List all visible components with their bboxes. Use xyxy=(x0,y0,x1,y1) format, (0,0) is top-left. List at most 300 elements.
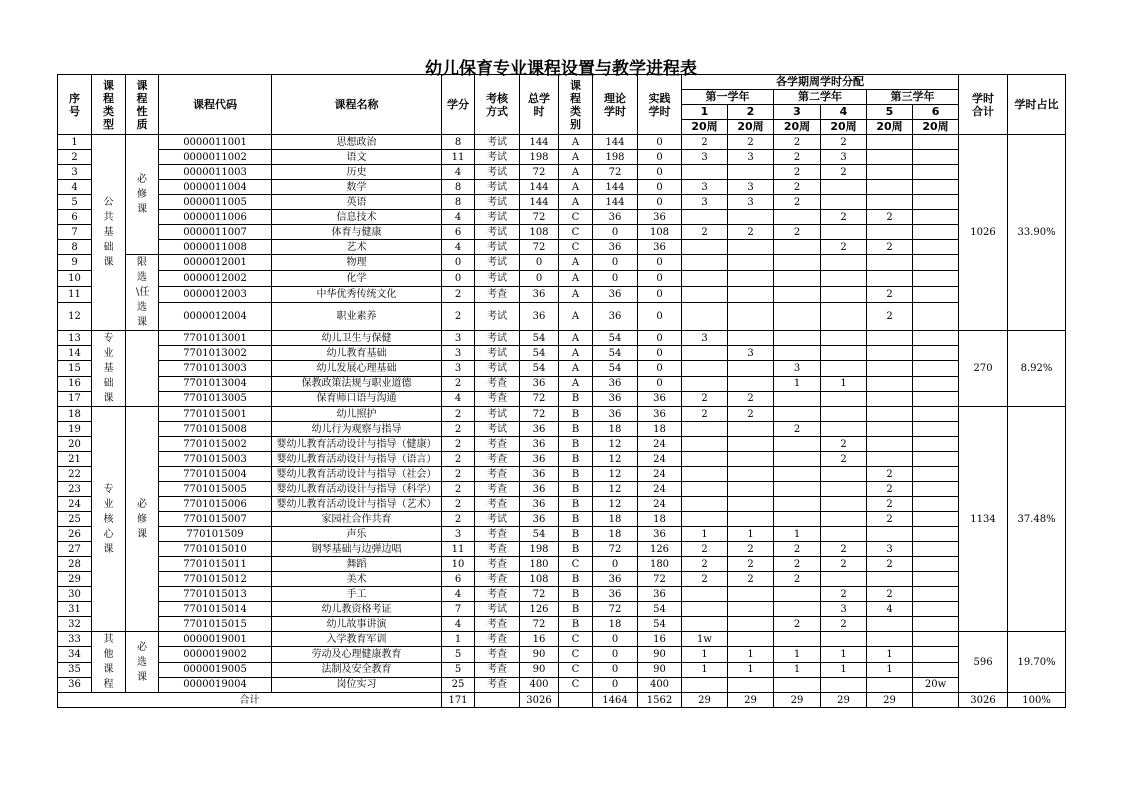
table-row xyxy=(58,497,1066,512)
cell-sem1 xyxy=(682,452,728,467)
cell-name: 婴幼儿教育活动设计与指导（艺术） xyxy=(272,497,442,512)
cell-name: 家园社合作共育 xyxy=(272,512,442,527)
cell-exam: 考试 xyxy=(475,135,520,150)
cell-sem1 xyxy=(682,677,728,692)
cell-exam: 考试 xyxy=(475,512,520,527)
table-row xyxy=(58,303,1066,331)
cell-theory: 36 xyxy=(593,407,638,422)
cell-name: 幼儿卫生与保健 xyxy=(272,331,442,346)
cell-practice: 0 xyxy=(638,271,682,287)
cell-code: 0000011006 xyxy=(159,210,272,225)
cell-practice: 0 xyxy=(638,150,682,165)
cell-sem3: 2 xyxy=(774,542,821,557)
cell-code: 7701013001 xyxy=(159,331,272,346)
cell-credit: 4 xyxy=(442,391,475,406)
cell-sem3: 2 xyxy=(774,180,821,195)
cell-sem2: 1 xyxy=(728,662,774,677)
table-row xyxy=(58,255,1066,271)
cell-exam: 考查 xyxy=(475,391,520,406)
cell-sem4: 2 xyxy=(821,452,867,467)
cell-sem6 xyxy=(913,376,959,391)
cell-sem2: 2 xyxy=(728,391,774,406)
cell-sem4 xyxy=(821,346,867,361)
cell-practice: 36 xyxy=(638,210,682,225)
cell-seq: 4 xyxy=(58,180,92,195)
cell-sem5: 2 xyxy=(867,287,913,303)
course-type-cell: 专业核心课 xyxy=(92,407,126,632)
cell-seq: 24 xyxy=(58,497,92,512)
cell-credit: 2 xyxy=(442,422,475,437)
cell-seq: 25 xyxy=(58,512,92,527)
table-row xyxy=(58,376,1066,391)
cell-sem4 xyxy=(821,677,867,692)
cell-exam: 考试 xyxy=(475,303,520,331)
cell-practice: 36 xyxy=(638,240,682,255)
cell-sem1 xyxy=(682,512,728,527)
cell-sem5 xyxy=(867,255,913,271)
cell-name: 化学 xyxy=(272,271,442,287)
cell-name: 保教政策法规与职业道德 xyxy=(272,376,442,391)
cell-theory: 12 xyxy=(593,467,638,482)
cell-exam: 考试 xyxy=(475,180,520,195)
cell-sem1: 3 xyxy=(682,180,728,195)
cell-theory: 12 xyxy=(593,497,638,512)
col-header-hours-total: 学时合计 xyxy=(959,75,1008,135)
cell-theory: 54 xyxy=(593,361,638,376)
group-ratio-cell: 37.48% xyxy=(1008,407,1066,632)
cell-sem6 xyxy=(913,331,959,346)
cell-seq: 14 xyxy=(58,346,92,361)
cell-code: 0000012001 xyxy=(159,255,272,271)
table-row xyxy=(58,527,1066,542)
cell-category: C xyxy=(559,632,593,647)
cell-sem5 xyxy=(867,617,913,632)
cell-sem6 xyxy=(913,255,959,271)
cell-practice: 72 xyxy=(638,572,682,587)
cell-sem2: 3 xyxy=(728,346,774,361)
cell-category: A xyxy=(559,255,593,271)
cell-sem3: 2 xyxy=(774,557,821,572)
cell-sem6 xyxy=(913,180,959,195)
table-row xyxy=(58,662,1066,677)
cell-theory: 144 xyxy=(593,195,638,210)
cell-sem1 xyxy=(682,303,728,331)
cell-theory: 54 xyxy=(593,346,638,361)
cell-name: 婴幼儿教育活动设计与指导（科学） xyxy=(272,482,442,497)
table-row xyxy=(58,240,1066,255)
cell-credit: 0 xyxy=(442,271,475,287)
cell-sem4: 3 xyxy=(821,150,867,165)
cell-sem5 xyxy=(867,632,913,647)
cell-credit: 11 xyxy=(442,542,475,557)
cell-sem3 xyxy=(774,677,821,692)
cell-sem4 xyxy=(821,180,867,195)
cell-credit: 2 xyxy=(442,287,475,303)
cell-sem2: 2 xyxy=(728,407,774,422)
cell-code: 7701015001 xyxy=(159,407,272,422)
cell-name: 中华优秀传统文化 xyxy=(272,287,442,303)
cell-sem1: 2 xyxy=(682,225,728,240)
cell-practice: 0 xyxy=(638,135,682,150)
cell-name: 声乐 xyxy=(272,527,442,542)
cell-sem5 xyxy=(867,677,913,692)
cell-total-hours: 36 xyxy=(520,452,559,467)
cell-name: 幼儿故事讲演 xyxy=(272,617,442,632)
cell-sem1: 1 xyxy=(682,647,728,662)
cell-sem1 xyxy=(682,422,728,437)
cell-sem6 xyxy=(913,210,959,225)
cell-theory: 72 xyxy=(593,542,638,557)
cell-total-hours: 36 xyxy=(520,376,559,391)
cell-code: 0000011005 xyxy=(159,195,272,210)
cell-category: B xyxy=(559,527,593,542)
cell-credit: 2 xyxy=(442,482,475,497)
cell-sem6 xyxy=(913,512,959,527)
cell-sem2: 3 xyxy=(728,195,774,210)
cell-sem6 xyxy=(913,437,959,452)
cell-sem4 xyxy=(821,422,867,437)
cell-sem5 xyxy=(867,195,913,210)
cell-sem3 xyxy=(774,271,821,287)
cell-exam: 考查 xyxy=(475,647,520,662)
cell-practice: 54 xyxy=(638,602,682,617)
col-header-sem2: 2 xyxy=(728,105,774,120)
cell-sem3 xyxy=(774,210,821,225)
cell-theory: 36 xyxy=(593,587,638,602)
cell-sem3: 1 xyxy=(774,647,821,662)
col-header-code: 课程代码 xyxy=(159,75,272,135)
cell-sem3 xyxy=(774,512,821,527)
cell-sem1 xyxy=(682,376,728,391)
cell-sem2 xyxy=(728,255,774,271)
cell-sem5 xyxy=(867,422,913,437)
course-nature-cell: 必选课 xyxy=(126,632,159,693)
cell-exam: 考试 xyxy=(475,271,520,287)
cell-sem1 xyxy=(682,587,728,602)
cell-sem3 xyxy=(774,303,821,331)
cell-name: 物理 xyxy=(272,255,442,271)
cell-seq: 26 xyxy=(58,527,92,542)
cell-code: 0000019001 xyxy=(159,632,272,647)
cell-credit: 4 xyxy=(442,587,475,602)
cell-sem3 xyxy=(774,587,821,602)
cell-sem3: 2 xyxy=(774,572,821,587)
cell-sem5 xyxy=(867,572,913,587)
cell-sem4 xyxy=(821,391,867,406)
cell-seq: 36 xyxy=(58,677,92,692)
document-title: 幼儿保育专业课程设置与教学进程表 xyxy=(425,59,697,79)
cell-category: B xyxy=(559,467,593,482)
cell-sem1: 2 xyxy=(682,391,728,406)
cell-seq: 31 xyxy=(58,602,92,617)
cell-sem2 xyxy=(728,467,774,482)
cell-sem2 xyxy=(728,331,774,346)
table-row xyxy=(58,135,1066,150)
cell-sem3: 3 xyxy=(774,361,821,376)
col-header-weeks-3: 20周 xyxy=(774,120,821,135)
cell-practice: 0 xyxy=(638,287,682,303)
cell-sem3 xyxy=(774,467,821,482)
cell-exam: 考试 xyxy=(475,331,520,346)
cell-code: 7701015008 xyxy=(159,422,272,437)
cell-theory: 144 xyxy=(593,180,638,195)
cell-name: 信息技术 xyxy=(272,210,442,225)
cell-sem1: 1w xyxy=(682,632,728,647)
cell-code: 7701015002 xyxy=(159,437,272,452)
cell-practice: 18 xyxy=(638,512,682,527)
col-header-ratio: 学时占比 xyxy=(1008,75,1066,135)
cell-theory: 0 xyxy=(593,632,638,647)
cell-total-hours: 54 xyxy=(520,346,559,361)
cell-sem3 xyxy=(774,452,821,467)
group-ratio-cell: 33.90% xyxy=(1008,135,1066,331)
cell-sem3: 1 xyxy=(774,376,821,391)
cell-sem5: 2 xyxy=(867,512,913,527)
cell-credit: 7 xyxy=(442,602,475,617)
course-type-cell: 其他课程 xyxy=(92,632,126,693)
cell-theory: 36 xyxy=(593,303,638,331)
cell-sem1: 2 xyxy=(682,135,728,150)
cell-theory: 36 xyxy=(593,572,638,587)
cell-total-hours: 36 xyxy=(520,467,559,482)
cell-exam: 考试 xyxy=(475,346,520,361)
cell-sem6 xyxy=(913,602,959,617)
table-row xyxy=(58,407,1066,422)
cell-exam: 考查 xyxy=(475,617,520,632)
cell-sem3: 1 xyxy=(774,527,821,542)
cell-sem2: 1 xyxy=(728,647,774,662)
cell-total-hours: 198 xyxy=(520,150,559,165)
cell-sem6 xyxy=(913,287,959,303)
cell-credit: 2 xyxy=(442,467,475,482)
cell-exam: 考试 xyxy=(475,407,520,422)
cell-credit: 6 xyxy=(442,225,475,240)
cell-seq: 1 xyxy=(58,135,92,150)
cell-exam: 考查 xyxy=(475,482,520,497)
cell-name: 历史 xyxy=(272,165,442,180)
cell-category: B xyxy=(559,407,593,422)
cell-code: 7701015013 xyxy=(159,587,272,602)
cell-code: 0000011007 xyxy=(159,225,272,240)
cell-category: C xyxy=(559,647,593,662)
cell-category: C xyxy=(559,662,593,677)
cell-sem6 xyxy=(913,346,959,361)
cell-sem1 xyxy=(682,210,728,225)
cell-sem5 xyxy=(867,135,913,150)
cell-category: C xyxy=(559,677,593,692)
table-row xyxy=(58,195,1066,210)
cell-sem6 xyxy=(913,422,959,437)
cell-credit: 0 xyxy=(442,255,475,271)
cell-theory: 72 xyxy=(593,602,638,617)
cell-theory: 36 xyxy=(593,376,638,391)
cell-name: 幼儿照护 xyxy=(272,407,442,422)
cell-sem1: 3 xyxy=(682,331,728,346)
cell-code: 7701013005 xyxy=(159,391,272,406)
cell-sem6 xyxy=(913,225,959,240)
cell-sem6 xyxy=(913,647,959,662)
cell-credit: 1 xyxy=(442,632,475,647)
total-hours-sum: 3026 xyxy=(959,693,1008,708)
table-row xyxy=(58,225,1066,240)
cell-credit: 4 xyxy=(442,210,475,225)
cell-sem4: 2 xyxy=(821,557,867,572)
cell-credit: 8 xyxy=(442,135,475,150)
col-header-credit: 学分 xyxy=(442,75,475,135)
cell-sem6 xyxy=(913,240,959,255)
cell-seq: 34 xyxy=(58,647,92,662)
cell-sem4 xyxy=(821,287,867,303)
cell-sem6 xyxy=(913,452,959,467)
cell-sem2 xyxy=(728,677,774,692)
cell-exam: 考试 xyxy=(475,150,520,165)
cell-exam: 考试 xyxy=(475,361,520,376)
cell-sem2 xyxy=(728,452,774,467)
cell-sem1: 2 xyxy=(682,557,728,572)
cell-sem2 xyxy=(728,482,774,497)
cell-sem5: 2 xyxy=(867,482,913,497)
cell-theory: 0 xyxy=(593,662,638,677)
cell-sem4 xyxy=(821,482,867,497)
cell-sem6 xyxy=(913,271,959,287)
cell-seq: 10 xyxy=(58,271,92,287)
cell-seq: 16 xyxy=(58,376,92,391)
cell-code: 0000012004 xyxy=(159,303,272,331)
cell-name: 幼儿教资格考证 xyxy=(272,602,442,617)
total-sem3: 29 xyxy=(774,693,821,708)
cell-sem4: 2 xyxy=(821,542,867,557)
cell-seq: 27 xyxy=(58,542,92,557)
cell-exam: 考查 xyxy=(475,572,520,587)
cell-code: 0000012003 xyxy=(159,287,272,303)
cell-sem5: 2 xyxy=(867,303,913,331)
cell-code: 0000019005 xyxy=(159,662,272,677)
total-credit: 171 xyxy=(442,693,475,708)
table-row xyxy=(58,542,1066,557)
cell-exam: 考查 xyxy=(475,557,520,572)
cell-sem1 xyxy=(682,467,728,482)
cell-practice: 0 xyxy=(638,361,682,376)
cell-theory: 0 xyxy=(593,677,638,692)
cell-category: A xyxy=(559,195,593,210)
cell-total-hours: 198 xyxy=(520,542,559,557)
cell-sem6: 20w xyxy=(913,677,959,692)
col-header-weeks-1: 20周 xyxy=(682,120,728,135)
cell-name: 手工 xyxy=(272,587,442,602)
course-nature-cell: 必修课 xyxy=(126,407,159,632)
cell-category: B xyxy=(559,391,593,406)
col-header-sem6: 6 xyxy=(913,105,959,120)
table-row xyxy=(58,422,1066,437)
cell-sem5: 1 xyxy=(867,662,913,677)
cell-theory: 0 xyxy=(593,271,638,287)
cell-credit: 2 xyxy=(442,376,475,391)
cell-seq: 21 xyxy=(58,452,92,467)
cell-theory: 144 xyxy=(593,135,638,150)
cell-seq: 8 xyxy=(58,240,92,255)
cell-theory: 36 xyxy=(593,391,638,406)
cell-sem5 xyxy=(867,271,913,287)
cell-total-hours: 400 xyxy=(520,677,559,692)
cell-exam: 考查 xyxy=(475,497,520,512)
cell-code: 7701015011 xyxy=(159,557,272,572)
cell-sem3 xyxy=(774,602,821,617)
cell-sem2 xyxy=(728,422,774,437)
cell-theory: 36 xyxy=(593,287,638,303)
cell-sem1 xyxy=(682,361,728,376)
cell-sem4 xyxy=(821,572,867,587)
table-row xyxy=(58,165,1066,180)
cell-code: 0000011001 xyxy=(159,135,272,150)
cell-theory: 18 xyxy=(593,422,638,437)
cell-practice: 108 xyxy=(638,225,682,240)
cell-sem3 xyxy=(774,497,821,512)
col-header-sem4: 4 xyxy=(821,105,867,120)
col-header-year2: 第二学年 xyxy=(774,90,867,105)
cell-total-hours: 36 xyxy=(520,482,559,497)
cell-total-hours: 90 xyxy=(520,662,559,677)
cell-sem2 xyxy=(728,240,774,255)
cell-sem5: 2 xyxy=(867,210,913,225)
cell-name: 思想政治 xyxy=(272,135,442,150)
cell-credit: 3 xyxy=(442,527,475,542)
cell-total-hours: 36 xyxy=(520,437,559,452)
cell-sem4: 2 xyxy=(821,437,867,452)
cell-practice: 180 xyxy=(638,557,682,572)
total-practice: 1562 xyxy=(638,693,682,708)
cell-exam: 考试 xyxy=(475,602,520,617)
cell-sem5 xyxy=(867,150,913,165)
cell-category: B xyxy=(559,602,593,617)
cell-name: 岗位实习 xyxy=(272,677,442,692)
cell-sem4: 2 xyxy=(821,587,867,602)
cell-sem1 xyxy=(682,602,728,617)
cell-sem4 xyxy=(821,527,867,542)
cell-name: 数学 xyxy=(272,180,442,195)
cell-sem3 xyxy=(774,346,821,361)
cell-credit: 8 xyxy=(442,180,475,195)
cell-sem4 xyxy=(821,331,867,346)
cell-name: 体育与健康 xyxy=(272,225,442,240)
cell-sem2 xyxy=(728,512,774,527)
cell-seq: 18 xyxy=(58,407,92,422)
cell-sem4 xyxy=(821,271,867,287)
cell-sem6 xyxy=(913,527,959,542)
cell-sem4: 2 xyxy=(821,240,867,255)
cell-name: 舞蹈 xyxy=(272,557,442,572)
cell-category: B xyxy=(559,452,593,467)
col-header-distribution: 各学期周学时分配 xyxy=(682,75,959,90)
cell-theory: 18 xyxy=(593,527,638,542)
cell-sem5: 2 xyxy=(867,467,913,482)
cell-practice: 24 xyxy=(638,467,682,482)
col-header-weeks-5: 20周 xyxy=(867,120,913,135)
cell-code: 770101509 xyxy=(159,527,272,542)
col-header-seq: 序号 xyxy=(58,75,92,135)
cell-practice: 0 xyxy=(638,195,682,210)
cell-sem2 xyxy=(728,497,774,512)
cell-total-hours: 144 xyxy=(520,180,559,195)
cell-credit: 2 xyxy=(442,407,475,422)
cell-seq: 15 xyxy=(58,361,92,376)
cell-total-hours: 144 xyxy=(520,135,559,150)
total-sem4: 29 xyxy=(821,693,867,708)
cell-category: A xyxy=(559,150,593,165)
cell-sem5 xyxy=(867,407,913,422)
cell-sem5 xyxy=(867,361,913,376)
total-hours: 3026 xyxy=(520,693,559,708)
cell-theory: 0 xyxy=(593,255,638,271)
